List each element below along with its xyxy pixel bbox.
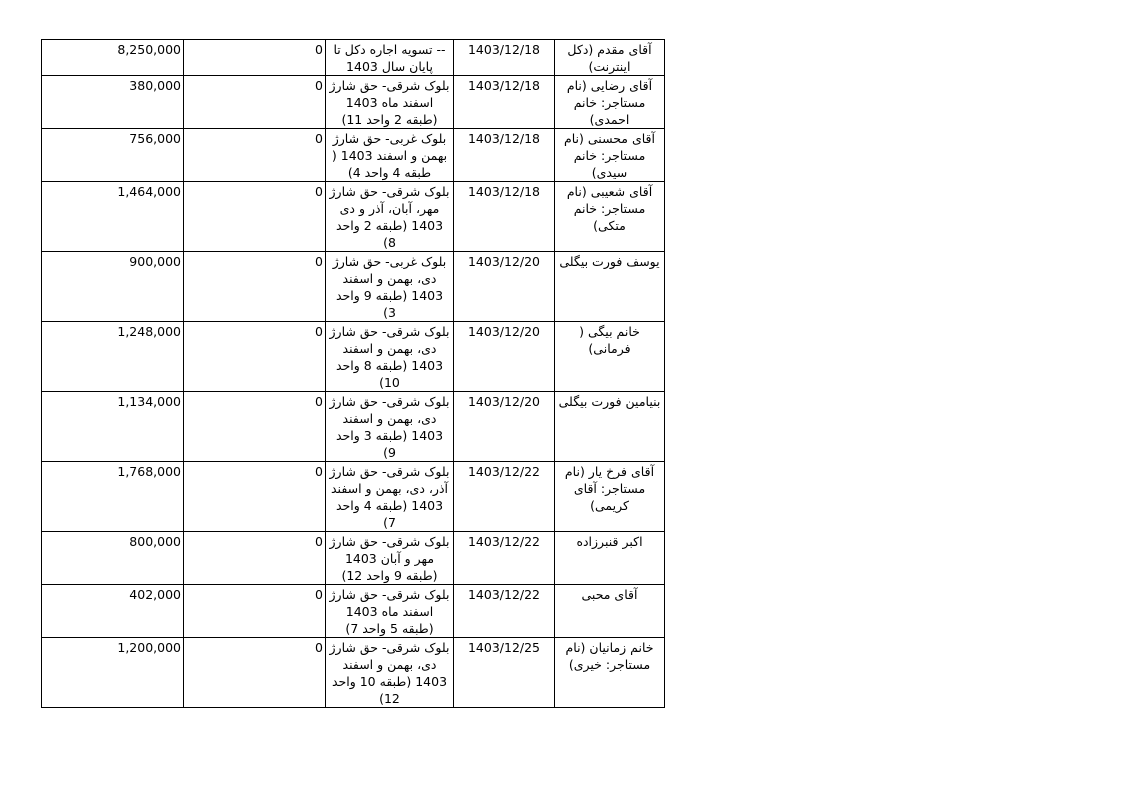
- date-cell: 1403/12/20: [454, 252, 555, 322]
- description-cell: بلوک شرقی- حق شارژ مهر و آبان 1403 (طبقه 9 واحد 12): [326, 532, 454, 585]
- table-row: [42, 76, 665, 129]
- amount-cell: 1,134,000: [42, 392, 184, 462]
- table-row: [42, 322, 665, 392]
- description-cell: بلوک شرقی- حق شارژ دی، بهمن و اسفند 1403 (طبقه 10 واحد 12): [326, 638, 454, 708]
- zero-cell: 0: [184, 182, 326, 252]
- date-cell: 1403/12/20: [454, 322, 555, 392]
- description-cell: بلوک شرقی- حق شارژ آذر، دی، بهمن و اسفند 1403 (طبقه 4 واحد 7): [326, 462, 454, 532]
- table-row: [42, 585, 665, 638]
- zero-cell: 0: [184, 532, 326, 585]
- date-cell: 1403/12/22: [454, 585, 555, 638]
- payer-name-cell: خانم بیگی ( فرمانی): [555, 322, 665, 392]
- table-row: [42, 40, 665, 76]
- table-row: [42, 129, 665, 182]
- date-cell: 1403/12/25: [454, 638, 555, 708]
- payer-name-cell: خانم زمانیان (نام مستاجر: خیری): [555, 638, 665, 708]
- table-row: [42, 392, 665, 462]
- payer-name-cell: آقای محسنی (نام مستاجر: خانم سیدی): [555, 129, 665, 182]
- zero-cell: 0: [184, 76, 326, 129]
- payer-name-cell: آقای مقدم (دکل اینترنت): [555, 40, 665, 76]
- zero-cell: 0: [184, 462, 326, 532]
- amount-cell: 800,000: [42, 532, 184, 585]
- zero-cell: 0: [184, 322, 326, 392]
- description-cell: بلوک شرقی- حق شارژ مهر، آبان، آذر و دی 1403 (طبقه 2 واحد 8): [326, 182, 454, 252]
- table-row: [42, 638, 665, 708]
- payer-name-cell: آقای رضایی (نام مستاجر: خانم احمدی): [555, 76, 665, 129]
- amount-cell: 380,000: [42, 76, 184, 129]
- payer-name-cell: آقای شعیبی (نام مستاجر: خانم متکی): [555, 182, 665, 252]
- payer-name-cell: آقای محبی: [555, 585, 665, 638]
- description-cell: بلوک شرقی- حق شارژ اسفند ماه 1403 (طبقه 5 واحد 7): [326, 585, 454, 638]
- date-cell: 1403/12/22: [454, 532, 555, 585]
- zero-cell: 0: [184, 392, 326, 462]
- date-cell: 1403/12/18: [454, 40, 555, 76]
- payer-name-cell: آقای فرخ یار (نام مستاجر: آقای کریمی): [555, 462, 665, 532]
- amount-cell: 1,200,000: [42, 638, 184, 708]
- zero-cell: 0: [184, 40, 326, 76]
- date-cell: 1403/12/18: [454, 182, 555, 252]
- table-row: [42, 462, 665, 532]
- payer-name-cell: اکبر قنبرزاده: [555, 532, 665, 585]
- zero-cell: 0: [184, 585, 326, 638]
- description-cell: بلوک شرقی- حق شارژ دی، بهمن و اسفند 1403 (طبقه 8 واحد 10): [326, 322, 454, 392]
- description-cell: بلوک غربی- حق شارژ بهمن و اسفند 1403 ( طبقه 4 واحد 4): [326, 129, 454, 182]
- table-row: [42, 532, 665, 585]
- amount-cell: 1,248,000: [42, 322, 184, 392]
- description-cell: بلوک شرقی- حق شارژ اسفند ماه 1403 (طبقه 2 واحد 11): [326, 76, 454, 129]
- amount-cell: 756,000: [42, 129, 184, 182]
- table-row: [42, 252, 665, 322]
- ledger-sheet: [41, 39, 664, 708]
- amount-cell: 1,768,000: [42, 462, 184, 532]
- zero-cell: 0: [184, 638, 326, 708]
- payer-name-cell: یوسف فورت بیگلی: [555, 252, 665, 322]
- date-cell: 1403/12/22: [454, 462, 555, 532]
- amount-cell: 8,250,000: [42, 40, 184, 76]
- date-cell: 1403/12/20: [454, 392, 555, 462]
- description-cell: بلوک شرقی- حق شارژ دی، بهمن و اسفند 1403 (طبقه 3 واحد 9): [326, 392, 454, 462]
- date-cell: 1403/12/18: [454, 76, 555, 129]
- amount-cell: 1,464,000: [42, 182, 184, 252]
- date-cell: 1403/12/18: [454, 129, 555, 182]
- payments-table: [41, 39, 665, 708]
- description-cell: -- تسویه اجاره دکل تا پایان سال 1403: [326, 40, 454, 76]
- amount-cell: 402,000: [42, 585, 184, 638]
- zero-cell: 0: [184, 252, 326, 322]
- description-cell: بلوک غربی- حق شارژ دی، بهمن و اسفند 1403 (طبقه 9 واحد 3): [326, 252, 454, 322]
- payer-name-cell: بنیامین فورت بیگلی: [555, 392, 665, 462]
- amount-cell: 900,000: [42, 252, 184, 322]
- table-row: [42, 182, 665, 252]
- zero-cell: 0: [184, 129, 326, 182]
